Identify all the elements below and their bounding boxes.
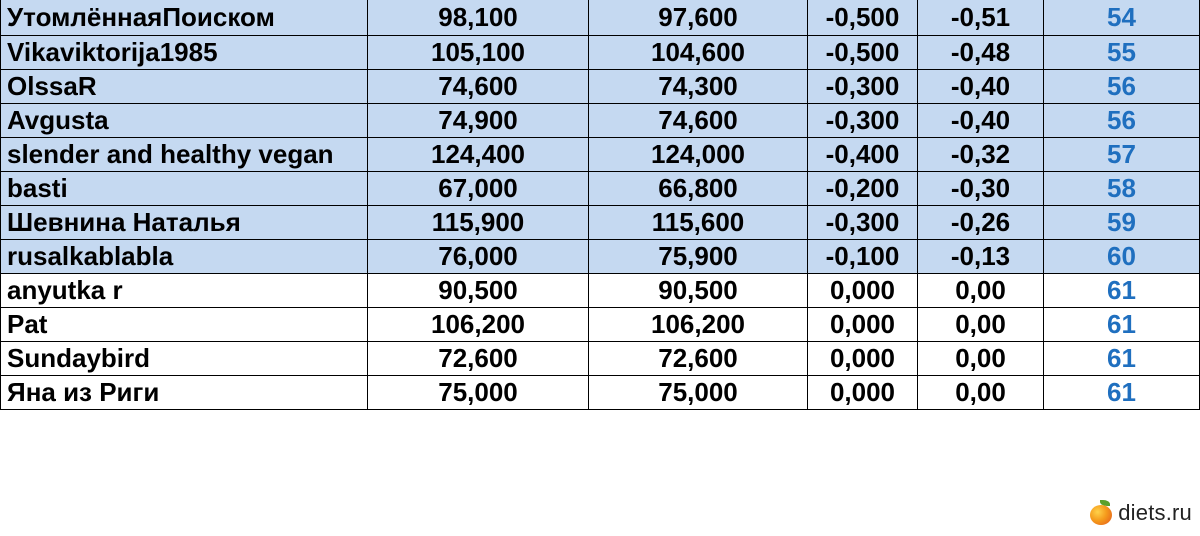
table-body xyxy=(1,0,1200,409)
cell-percent: -0,30 xyxy=(918,171,1044,205)
cell-rank: 58 xyxy=(1044,171,1200,205)
cell-name: Pat xyxy=(1,307,368,341)
cell-difference: -0,500 xyxy=(808,35,918,69)
table-row xyxy=(1,273,1200,307)
cell-difference: 0,000 xyxy=(808,375,918,409)
cell-percent: 0,00 xyxy=(918,273,1044,307)
cell-current-weight: 115,600 xyxy=(589,205,808,239)
cell-rank: 56 xyxy=(1044,69,1200,103)
table-row xyxy=(1,341,1200,375)
cell-start-weight: 90,500 xyxy=(368,273,589,307)
cell-rank: 61 xyxy=(1044,375,1200,409)
cell-difference: -0,400 xyxy=(808,137,918,171)
cell-name: Шевнина Наталья xyxy=(1,205,368,239)
cell-percent: -0,48 xyxy=(918,35,1044,69)
cell-percent: 0,00 xyxy=(918,375,1044,409)
cell-rank: 60 xyxy=(1044,239,1200,273)
cell-start-weight: 76,000 xyxy=(368,239,589,273)
cell-percent: -0,32 xyxy=(918,137,1044,171)
cell-start-weight: 72,600 xyxy=(368,341,589,375)
cell-current-weight: 74,600 xyxy=(589,103,808,137)
cell-percent: -0,51 xyxy=(918,0,1044,35)
cell-rank: 61 xyxy=(1044,341,1200,375)
cell-percent: -0,40 xyxy=(918,69,1044,103)
cell-rank: 55 xyxy=(1044,35,1200,69)
cell-current-weight: 124,000 xyxy=(589,137,808,171)
table-row xyxy=(1,375,1200,409)
cell-name: rusalkablabla xyxy=(1,239,368,273)
cell-start-weight: 67,000 xyxy=(368,171,589,205)
cell-start-weight: 75,000 xyxy=(368,375,589,409)
cell-name: basti xyxy=(1,171,368,205)
cell-current-weight: 97,600 xyxy=(589,0,808,35)
watermark-logo xyxy=(1089,500,1192,526)
cell-name: slender and healthy vegan xyxy=(1,137,368,171)
cell-rank: 59 xyxy=(1044,205,1200,239)
cell-start-weight: 106,200 xyxy=(368,307,589,341)
table-row xyxy=(1,69,1200,103)
cell-rank: 61 xyxy=(1044,307,1200,341)
cell-current-weight: 74,300 xyxy=(589,69,808,103)
cell-difference: 0,000 xyxy=(808,307,918,341)
cell-rank: 54 xyxy=(1044,0,1200,35)
cell-rank: 61 xyxy=(1044,273,1200,307)
cell-current-weight: 72,600 xyxy=(589,341,808,375)
cell-name: Vikaviktorija1985 xyxy=(1,35,368,69)
cell-start-weight: 124,400 xyxy=(368,137,589,171)
cell-current-weight: 75,000 xyxy=(589,375,808,409)
table-row xyxy=(1,205,1200,239)
cell-rank: 56 xyxy=(1044,103,1200,137)
cell-current-weight: 104,600 xyxy=(589,35,808,69)
cell-name: Яна из Риги xyxy=(1,375,368,409)
cell-difference: -0,300 xyxy=(808,103,918,137)
cell-current-weight: 75,900 xyxy=(589,239,808,273)
cell-percent: -0,26 xyxy=(918,205,1044,239)
table-row xyxy=(1,0,1200,35)
cell-current-weight: 66,800 xyxy=(589,171,808,205)
cell-name: Sundaybird xyxy=(1,341,368,375)
table-row xyxy=(1,103,1200,137)
cell-difference: -0,100 xyxy=(808,239,918,273)
cell-difference: -0,300 xyxy=(808,69,918,103)
cell-start-weight: 115,900 xyxy=(368,205,589,239)
cell-rank: 57 xyxy=(1044,137,1200,171)
cell-name: Avgusta xyxy=(1,103,368,137)
cell-difference: 0,000 xyxy=(808,341,918,375)
cell-percent: -0,13 xyxy=(918,239,1044,273)
watermark-text: diets.ru xyxy=(1118,500,1192,525)
cell-name: OlssaR xyxy=(1,69,368,103)
cell-current-weight: 106,200 xyxy=(589,307,808,341)
cell-difference: -0,500 xyxy=(808,0,918,35)
cell-current-weight: 90,500 xyxy=(589,273,808,307)
cell-percent: 0,00 xyxy=(918,307,1044,341)
cell-start-weight: 98,100 xyxy=(368,0,589,35)
table-row xyxy=(1,239,1200,273)
cell-name: УтомлённаяПоиском xyxy=(1,0,368,35)
cell-start-weight: 74,900 xyxy=(368,103,589,137)
table-row xyxy=(1,137,1200,171)
cell-start-weight: 74,600 xyxy=(368,69,589,103)
apple-icon xyxy=(1089,500,1113,526)
table-row xyxy=(1,171,1200,205)
cell-difference: 0,000 xyxy=(808,273,918,307)
cell-percent: -0,40 xyxy=(918,103,1044,137)
table-row xyxy=(1,35,1200,69)
cell-difference: -0,300 xyxy=(808,205,918,239)
cell-percent: 0,00 xyxy=(918,341,1044,375)
cell-difference: -0,200 xyxy=(808,171,918,205)
cell-start-weight: 105,100 xyxy=(368,35,589,69)
table-row xyxy=(1,307,1200,341)
cell-name: anyutka r xyxy=(1,273,368,307)
